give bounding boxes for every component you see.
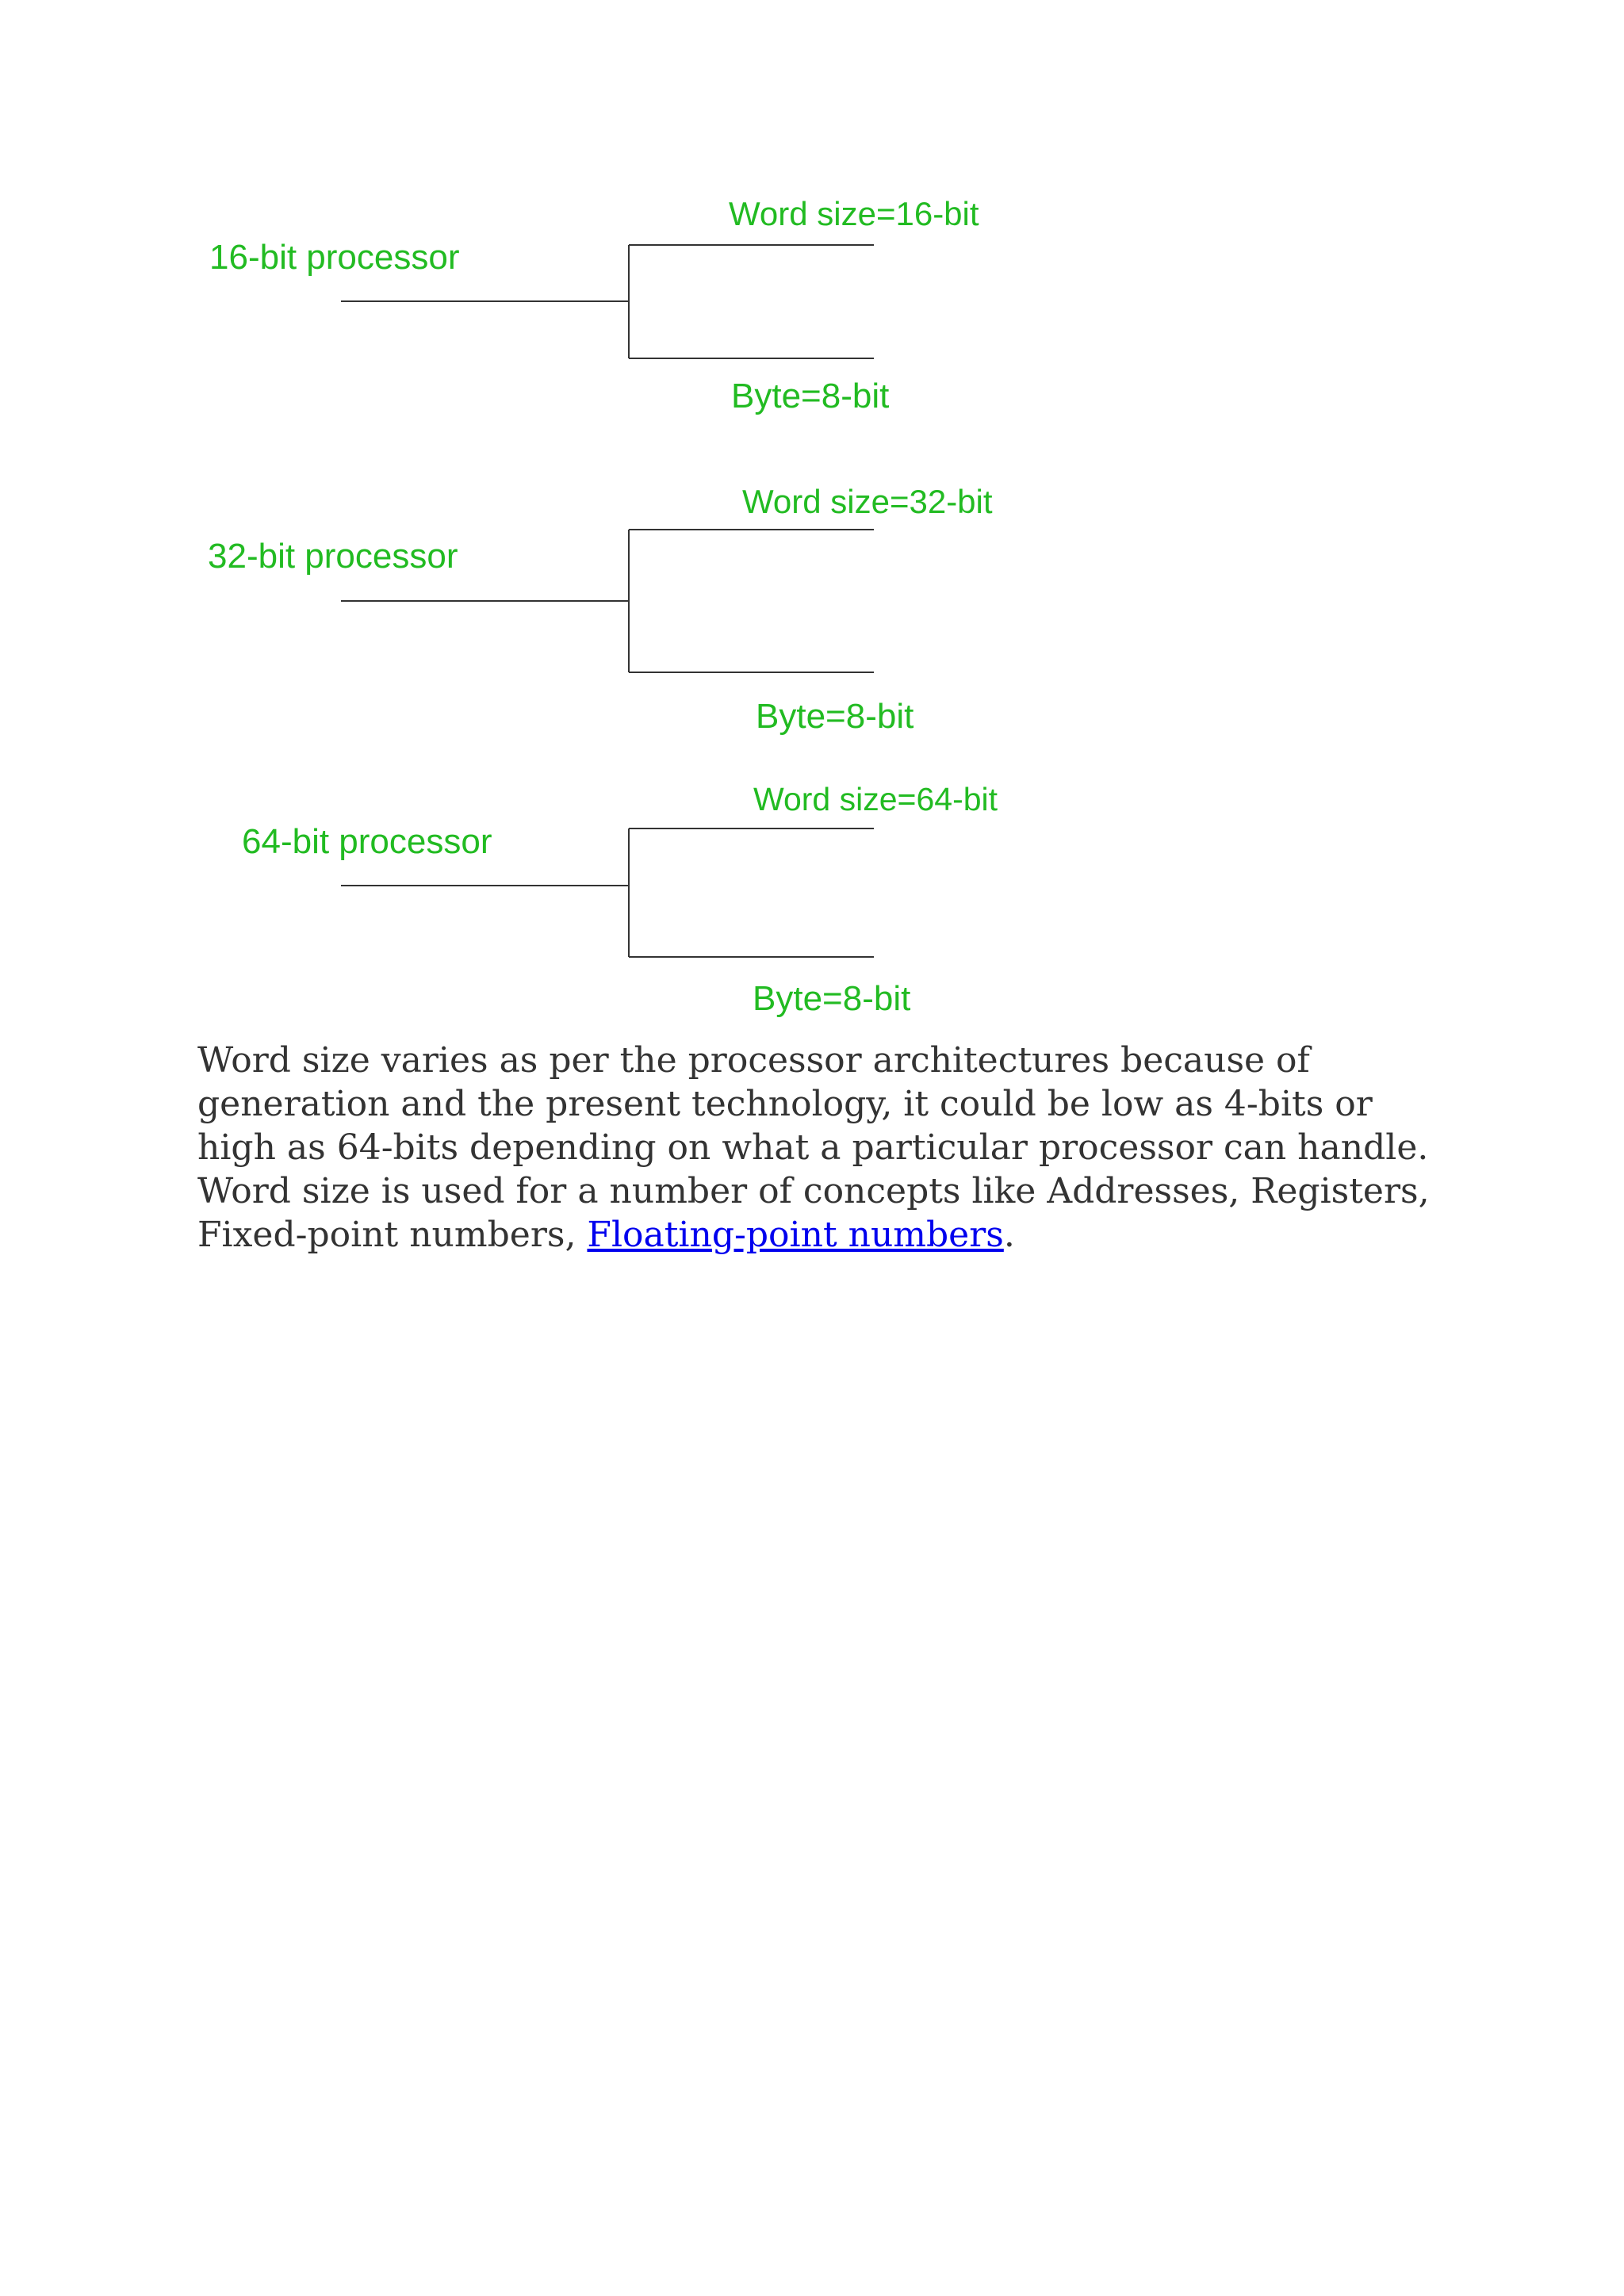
floating-point-numbers-link[interactable]: Floating-point numbers — [587, 1215, 1004, 1255]
word-size-label-64: Word size=64-bit — [753, 781, 998, 817]
byte-label-64: Byte=8-bit — [753, 979, 911, 1018]
description-paragraph — [197, 1039, 1434, 1257]
processor-label-16: 16-bit processor — [209, 238, 460, 277]
byte-label-16: Byte=8-bit — [731, 377, 890, 415]
paragraph-trailing-period: . — [1003, 1215, 1015, 1255]
processor-label-64: 64-bit processor — [242, 822, 492, 861]
processor-label-32: 32-bit processor — [208, 537, 458, 576]
byte-label-32: Byte=8-bit — [756, 697, 914, 736]
paragraph-text: Word size varies as per the processor architectures because of generation and the present technology, it could be low as 4-bits or high as 64-bits depending on what a particular processor can handle. Word size is used for a number of concepts like Addresses, Registers, Fixed-point numbers, — [197, 1040, 1430, 1255]
processor-word-size-diagram — [0, 0, 1624, 1031]
word-size-label-16: Word size=16-bit — [729, 195, 979, 232]
word-size-label-32: Word size=32-bit — [742, 483, 993, 520]
